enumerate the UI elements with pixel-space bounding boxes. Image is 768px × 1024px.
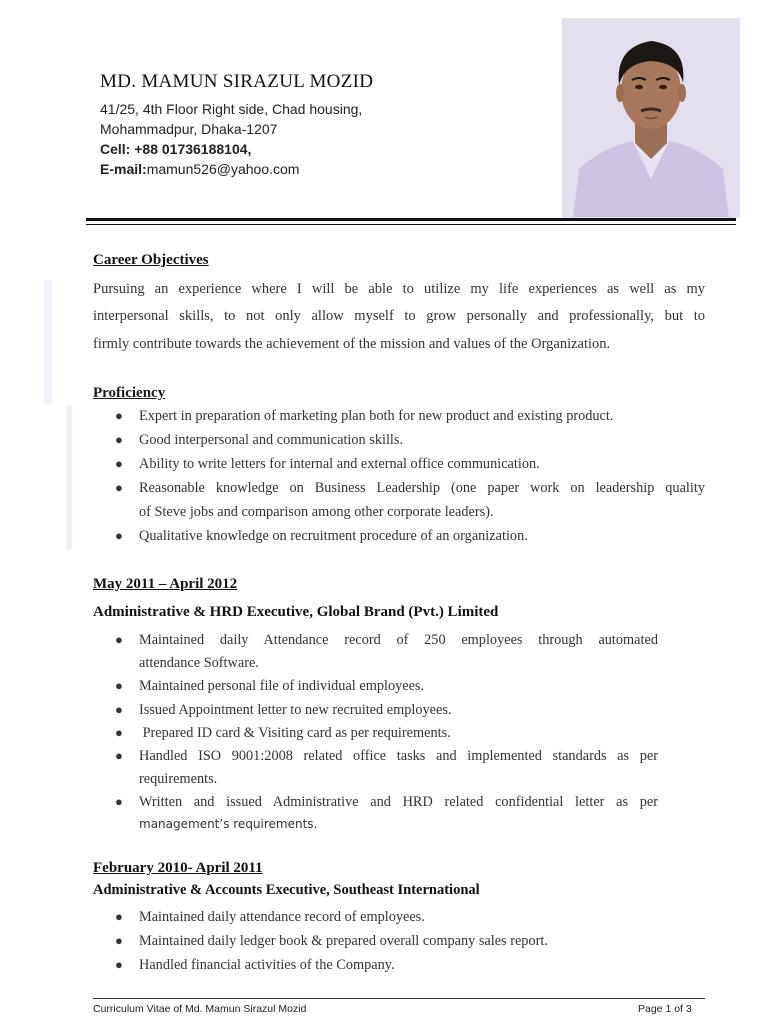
list-item-text: Maintained daily attendance record of employees. [139,909,425,925]
list-item [115,678,658,702]
list-item-text: Maintained personal file of individual employees. [139,678,425,694]
profile-photo [562,18,740,218]
list-item [115,632,658,655]
career-objectives-line-3: firmly contribute towards the achievement of the mission and values of the Organization. [93,336,611,352]
bullet-icon: ● [115,408,123,423]
list-item [115,957,705,981]
list-item-text: Handled ISO 9001:2008 related office tasks and implemented standards as per [139,748,658,764]
job1-title: Administrative & HRD Executive, Global Brand (Pvt.) Limited [93,604,499,620]
list-item [115,933,705,957]
list-item-text: attendance Software. [139,655,259,671]
bullet-icon: ● [115,933,123,948]
proficiency-list [115,408,705,552]
list-item [115,408,705,432]
bullet-icon: ● [115,480,123,495]
bullet-icon: ● [115,909,123,924]
profile-photo-image [563,19,739,217]
list-item-text: Expert in preparation of marketing plan both for new product and existing product. [139,408,614,424]
cell-number: Cell: +88 01736188104, [100,141,252,157]
proficiency-heading: Proficiency [93,385,166,401]
email-label: E-mail: [100,161,147,177]
career-objectives-heading: Career Objectives [93,252,209,268]
email-line [100,161,299,177]
list-item-text: Handled financial activities of the Company. [139,957,395,973]
scan-artifact [66,405,72,550]
email-value: mamun526@yahoo.com [146,161,300,177]
address-line-1: 41/25, 4th Floor Right side, Chad housing, [100,101,363,117]
bullet-icon: ● [115,432,123,447]
header-rule-thick [86,218,736,221]
list-item-text: Maintained daily ledger book & prepared overall company sales report. [139,933,548,949]
career-objectives-line-2: interpersonal skills, to not only allow myself to grow personally and professionally, but to [93,308,705,324]
career-objectives-line-1: Pursuing an experience where I will be able to utilize my life experiences as well as my [93,281,705,297]
list-item-text: Reasonable knowledge on Business Leadership (one paper work on leadership quality [139,480,705,496]
list-item-text: Prepared ID card & Visiting card as per requirements. [139,725,451,741]
list-item [115,528,705,552]
list-item [115,480,705,504]
list-item [115,432,705,456]
list-item-text: requirements. [139,771,218,787]
bullet-icon: ● [115,678,123,693]
bullet-icon: ● [115,794,123,809]
footer-title: Curriculum Vitae of Md. Mamun Sirazul Mozid [93,1003,307,1015]
list-item-continuation [115,817,658,840]
bullet-icon: ● [115,748,123,763]
list-item [115,748,658,771]
list-item-text: Maintained daily Attendance record of 250 employees through automated [139,632,658,648]
list-item [115,702,658,725]
list-item [115,725,658,748]
job2-period: February 2010- April 2011 [93,860,263,876]
page-number: Page 1 of 3 [638,1003,692,1015]
list-item-text: Qualitative knowledge on recruitment procedure of an organization. [139,528,528,544]
job2-title: Administrative & Accounts Executive, Southeast International [93,882,480,898]
list-item-text: Good interpersonal and communication skills. [139,432,404,448]
list-item [115,909,705,933]
list-item-text: Ability to write letters for internal and external office communication. [139,456,540,472]
list-item [115,794,658,817]
footer-rule [93,998,705,999]
bullet-icon: ● [115,528,123,543]
bullet-icon: ● [115,456,123,471]
list-item-text: Written and issued Administrative and HRD related confidential letter as per [139,794,658,810]
list-item-text: management’s requirements. [139,817,318,831]
list-item [115,456,705,480]
header-rule-thin [86,224,736,225]
scan-artifact [44,280,52,404]
list-item-continuation [115,655,658,678]
bullet-icon: ● [115,957,123,972]
candidate-name: MD. MAMUN SIRAZUL MOZID [100,71,374,92]
bullet-icon: ● [115,632,123,647]
address-line-2: Mohammadpur, Dhaka-1207 [100,121,278,137]
list-item-text: Issued Appointment letter to new recruited employees. [139,702,452,718]
bullet-icon: ● [115,725,123,740]
list-item-text: of Steve jobs and comparison among other corporate leaders). [139,504,494,520]
job2-duties-list [115,909,705,981]
job1-duties-list [115,632,658,840]
job1-period: May 2011 – April 2012 [93,576,238,592]
list-item-continuation [115,771,658,794]
bullet-icon: ● [115,702,123,717]
list-item-continuation [115,504,705,528]
